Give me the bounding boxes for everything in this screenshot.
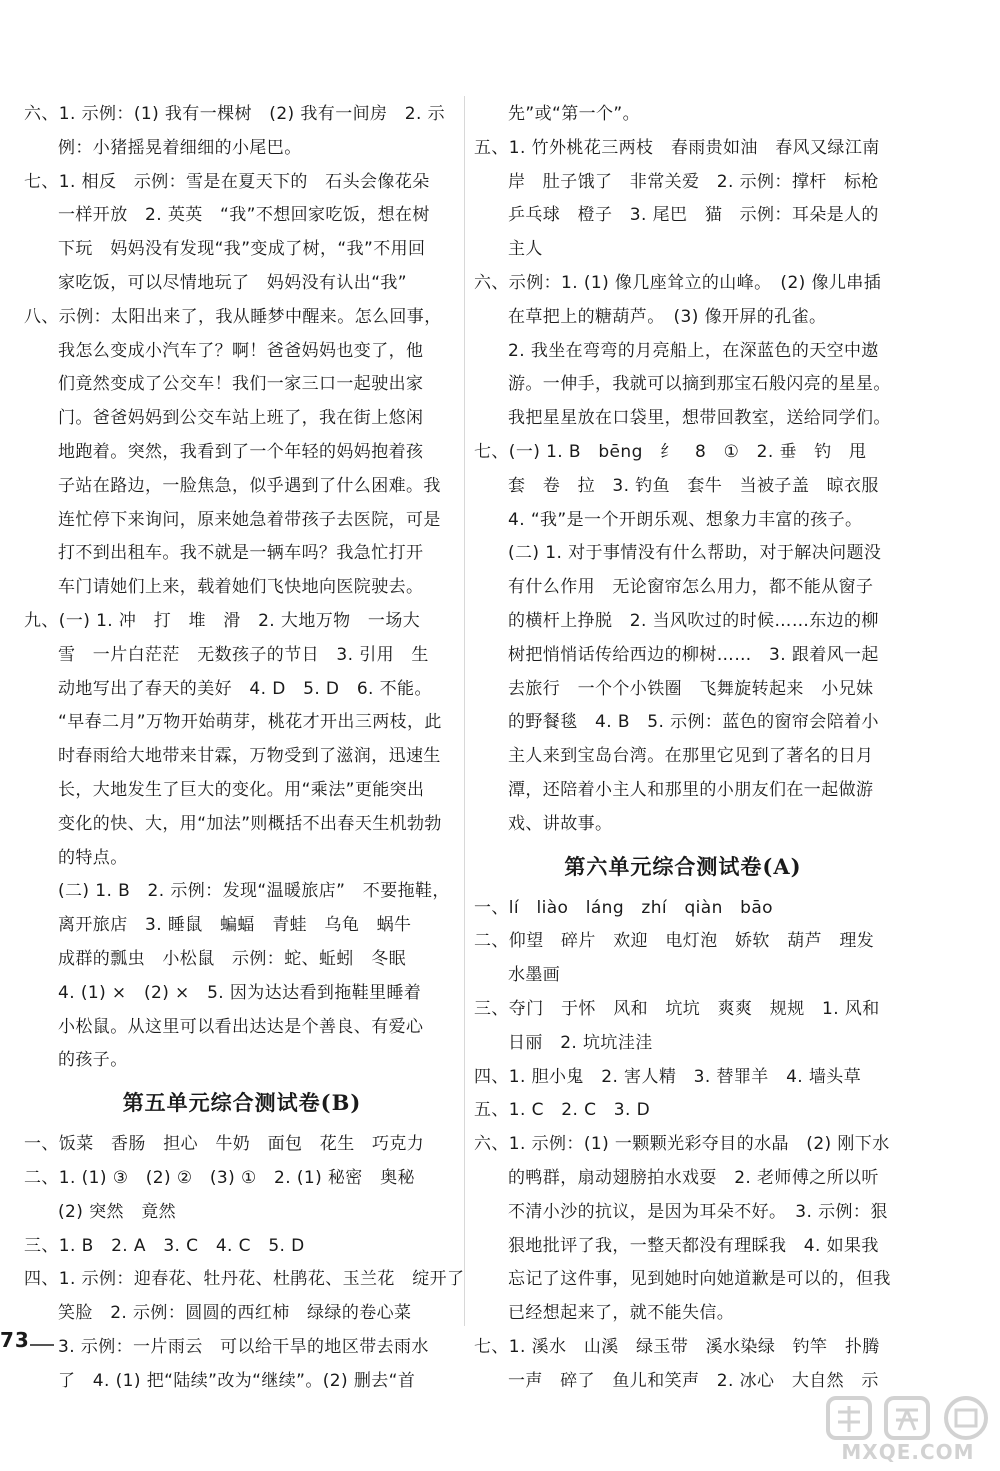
answer-line: 4. (1) × (2) × 5. 因为达达看到拖鞋里睡着: [58, 982, 422, 1003]
answer-line: 套 卷 拉 3. 钓鱼 套牛 当被子盖 晾衣服: [508, 475, 879, 496]
answer-line: 一、lí liào láng zhí qiàn bāo: [474, 897, 773, 918]
answer-line: 八、示例：太阳出来了，我从睡梦中醒来。怎么回事，: [24, 306, 442, 327]
answer-line: 在草把上的糖葫芦。 (3) 像开屏的孔雀。: [508, 306, 827, 327]
answer-line: 五、1. 竹外桃花三两枝 春雨贵如油 春风又绿江南: [474, 137, 880, 158]
section-heading: 第五单元综合测试卷(B): [122, 1090, 362, 1116]
answer-line: 有什么作用 无论窗帘怎么用力，都不能从窗子: [508, 577, 874, 598]
answer-line: 七、1. 相反 示例：雪是在夏天下的 石头会像花朵: [24, 171, 430, 192]
answer-line: 乒乓球 橙子 3. 尾巴 猫 示例：耳朵是人的: [508, 205, 879, 226]
answer-line: 离开旅店 3. 睡鼠 蝙蝠 青蛙 乌龟 蜗牛: [58, 915, 412, 936]
answer-line: 三、夺门 于怀 风和 坑坑 爽爽 规规 1. 风和: [474, 998, 880, 1019]
section-heading: 第六单元综合测试卷(A): [564, 853, 802, 879]
right-column: [474, 98, 892, 1398]
page-number: 73: [0, 1328, 30, 1352]
answer-line: 成群的瓢虫 小松鼠 示例：蛇、蚯蚓 冬眠: [58, 948, 406, 969]
answer-line: 雪 一片白茫茫 无数孩子的节日 3. 引用 生: [58, 644, 429, 665]
answer-line: 二、仰望 碎片 欢迎 电灯泡 娇软 葫芦 理发: [474, 931, 875, 952]
answer-line: 一、饭菜 香肠 担心 牛奶 面包 花生 巧克力: [24, 1134, 425, 1155]
answer-line: 的横杆上挣脱 2. 当风吹过的时候……东边的柳: [508, 610, 879, 631]
answer-line: 变化的快、大，用“加法”则概括不出春天生机勃勃: [58, 813, 442, 834]
answer-line: (2) 突然 竟然: [58, 1201, 177, 1222]
answer-line: 主人: [508, 239, 543, 260]
answer-line: 我把星星放在口袋里，想带回教室，送给同学们。: [508, 408, 891, 429]
answer-line: 忘记了这件事，见到她时向她道歉是可以的，但我: [508, 1269, 891, 1290]
answer-line: 们竟然变成了公交车！我们一家三口一起驶出家: [58, 374, 424, 395]
watermark: [824, 1392, 992, 1466]
answer-line: 戏、讲故事。: [508, 813, 613, 834]
answer-line: 打不到出租车。我不就是一辆车吗？我急忙打开: [58, 543, 424, 564]
answer-line: 时春雨给大地带来甘霖，万物受到了滋润，迅速生: [58, 746, 441, 767]
answer-line: 岸 肚子饿了 非常关爱 2. 示例：撑杆 标枪: [508, 171, 879, 192]
answer-line: (二) 1. B 2. 示例：发现“温暖旅店” 不要拖鞋，: [58, 881, 450, 902]
answer-line: 六、1. 示例：(1) 我有一棵树 (2) 我有一间房 2. 示: [24, 104, 446, 124]
answer-line: 我怎么变成小汽车了？啊！爸爸妈妈也变了，他: [58, 340, 424, 361]
answer-line: 先”或“第一个”。: [508, 104, 641, 124]
answer-line: 六、示例：1. (1) 像几座耸立的山峰。 (2) 像儿串插: [474, 272, 882, 293]
answer-line: 笑脸 2. 示例：圆圆的西红柿 绿绿的卷心菜: [58, 1303, 412, 1324]
answer-line: 狠地批评了我，一整天都没有理睬我 4. 如果我: [508, 1235, 879, 1256]
answer-line: 的特点。: [58, 847, 128, 868]
answer-line: 长，大地发生了巨大的变化。用“乘法”更能突出: [58, 779, 425, 800]
answer-line: 一声 碎了 鱼儿和笑声 2. 冰心 大自然 示: [508, 1370, 879, 1391]
answer-line: 车门请她们上来，载着她们飞快地向医院驶去。: [58, 577, 424, 598]
answer-line: 去旅行 一个个小铁圈 飞舞旋转起来 小兄妹: [508, 678, 874, 699]
answer-line: 日丽 2. 坑坑洼洼: [508, 1032, 653, 1053]
answer-line: 六、1. 示例：(1) 一颗颗光彩夺目的水晶 (2) 刚下水: [474, 1134, 890, 1155]
answer-line: 水墨画: [508, 965, 561, 986]
answer-line: 连忙停下来询问，原来她急着带孩子去医院，可是: [58, 509, 441, 530]
answer-line: 2. 我坐在弯弯的月亮船上，在深蓝色的天空中遨: [508, 340, 879, 361]
left-column: [24, 98, 465, 1398]
answer-line: 例：小猪摇晃着细细的小尾巴。: [58, 137, 302, 158]
answer-line: 主人来到宝岛台湾。在那里它见到了著名的日月: [508, 746, 874, 767]
answer-line: (二) 1. 对于事情没有什么帮助，对于解决问题没: [508, 543, 882, 564]
answer-line: 七、1. 溪水 山溪 绿玉带 溪水染绿 钓竿 扑腾: [474, 1336, 880, 1357]
answer-line: 二、1. (1) ③ (2) ② (3) ① 2. (1) 秘密 奥秘: [24, 1167, 415, 1188]
answer-line: 四、1. 示例：迎春花、牡丹花、杜鹃花、玉兰花 绽开了: [24, 1269, 465, 1290]
answer-line: 子站在路边，一脸焦急，似乎遇到了什么困难。我: [58, 475, 441, 496]
watermark-logo-icon: [824, 1392, 992, 1444]
answer-line: 不清小沙的抗议，是因为耳朵不好。 3. 示例：狠: [508, 1201, 888, 1222]
answer-line: 四、1. 胆小鬼 2. 害人精 3. 替罪羊 4. 墙头草: [474, 1066, 862, 1087]
answer-line: 地跑着。突然，我看到了一个年轻的妈妈抱着孩: [58, 441, 424, 462]
answer-line: 游。一伸手，我就可以摘到那宝石般闪亮的星星。: [508, 374, 891, 395]
answer-line: 下玩 妈妈没有发现“我”变成了树，“我”不用回: [58, 239, 426, 260]
answer-line: 3. 示例：一片雨云 可以给干旱的地区带去雨水: [58, 1336, 429, 1357]
answer-line: 树把悄悄话传给西边的柳树…… 3. 跟着风一起: [508, 644, 879, 665]
answer-line: 了 4. (1) 把“陆续”改为“继续”。(2) 删去“首: [58, 1370, 416, 1391]
answer-line: 门。爸爸妈妈到公交车站上班了，我在街上悠闲: [58, 408, 424, 429]
page-number-rule: [30, 1344, 54, 1346]
answer-line: 的孩子。: [58, 1050, 128, 1071]
answer-line: 潭，还陪着小主人和那里的小朋友们在一起做游: [508, 779, 874, 800]
answer-line: 已经想起来了，就不能失信。: [508, 1303, 735, 1324]
answer-line: “早春二月”万物开始萌芽，桃花才开出三两枝，此: [58, 712, 442, 733]
watermark-domain: MXQE.COM: [841, 1440, 975, 1464]
answer-line: 的鸭群，扇动翅膀拍水戏耍 2. 老师傅之所以听: [508, 1167, 879, 1188]
answer-line: 九、(一) 1. 冲 打 堆 滑 2. 大地万物 一场大: [24, 610, 421, 631]
column-divider: [464, 96, 465, 1326]
answer-line: 五、1. C 2. C 3. D: [474, 1100, 651, 1121]
answer-line: 三、1. B 2. A 3. C 4. C 5. D: [24, 1235, 305, 1256]
answer-line: 七、(一) 1. B bēng 纟 8 ① 2. 垂 钓 甩: [474, 441, 867, 462]
answer-line: 的野餐毯 4. B 5. 示例：蓝色的窗帘会陪着小: [508, 712, 879, 733]
answer-line: 一样开放 2. 英英 “我”不想回家吃饭，想在树: [58, 205, 430, 226]
answer-line: 动地写出了春天的美好 4. D 5. D 6. 不能。: [58, 678, 432, 699]
answer-line: 小松鼠。从这里可以看出达达是个善良、有爱心: [58, 1016, 424, 1037]
answer-line: 家吃饭，可以尽情地玩了 妈妈没有认出“我”: [58, 272, 408, 293]
answer-line: 4. “我”是一个开朗乐观、想象力丰富的孩子。: [508, 509, 863, 530]
